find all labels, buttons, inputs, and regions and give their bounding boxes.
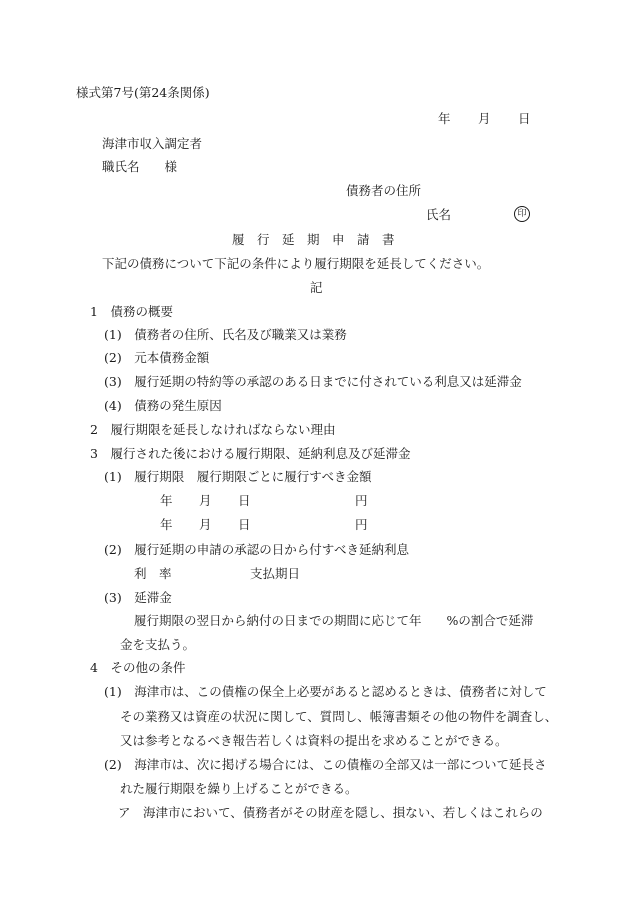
section4-paragraph1: 又は参考となるべき報告若しくは資料の提出を求めることができる。 [120, 733, 508, 748]
section2-heading: 2 履行期限を延長しなければならない理由 [90, 422, 336, 437]
addressee-title: 職氏名 様 [102, 159, 178, 174]
section1-heading: 1 債務の概要 [90, 304, 173, 319]
section3-item3-text: 金を支払う。 [120, 637, 196, 652]
section4-paragraph1: (1) 海津市は、この債権の保全上必要があると認めるときは、債務者に対して [104, 684, 547, 699]
section4-heading: 4 その他の条件 [90, 660, 186, 675]
amount-yen: 円 [355, 493, 368, 508]
applicant-address-label: 債務者の住所 [346, 183, 422, 198]
document-title: 履 行 延 期 申 請 書 [232, 232, 395, 247]
section1-item: (2) 元本債務金額 [104, 350, 210, 365]
seal-mark: 印 [514, 206, 530, 222]
section4-paragraph2: (2) 海津市は、次に掲げる場合には、この債権の全部又は一部について延長さ [104, 757, 547, 772]
due-date-day: 日 [238, 517, 251, 532]
due-date-year: 年 [160, 493, 173, 508]
amount-yen: 円 [355, 517, 368, 532]
section1-item: (1) 債務者の住所、氏名及び職業又は業務 [104, 327, 347, 342]
section3-heading: 3 履行された後における履行期限、延納利息及び延滞金 [90, 446, 411, 461]
section3-item3-text: 履行期限の翌日から納付の日までの期間に応じて年 %の割合で延滞 [134, 613, 534, 628]
section4-subitem-a: ア 海津市において、債務者がその財産を隠し、損ない、若しくはこれらの [118, 805, 543, 820]
date-month: 月 [478, 111, 491, 126]
payment-date-label: 支払期日 [250, 566, 301, 581]
applicant-name-label: 氏名 [426, 207, 452, 222]
due-date-day: 日 [238, 493, 251, 508]
date-day: 日 [518, 111, 531, 126]
due-date-month: 月 [199, 493, 212, 508]
due-date-month: 月 [199, 517, 212, 532]
section3-item2: (2) 履行延期の申請の承認の日から付すべき延納利息 [104, 542, 409, 557]
addressee-office: 海津市収入調定者 [102, 136, 203, 151]
section3-item3: (3) 延滞金 [104, 590, 172, 605]
date-year: 年 [438, 111, 451, 126]
interest-rate-label: 利 率 [134, 566, 172, 581]
section3-item1: (1) 履行期限 履行期限ごとに履行すべき金額 [104, 469, 372, 484]
section1-item: (3) 履行延期の特約等の承認のある日までに付されている利息又は延滞金 [104, 374, 522, 389]
form-label: 様式第7号(第24条関係) [76, 85, 210, 100]
section4-paragraph2: れた履行期限を繰り上げることができる。 [120, 781, 358, 796]
section1-item: (4) 債務の発生原因 [104, 398, 222, 413]
section4-paragraph1: その業務又は資産の状況に関して、質問し、帳簿書類その他の物件を調査し、 [120, 709, 558, 724]
ki-heading: 記 [310, 280, 323, 295]
due-date-year: 年 [160, 517, 173, 532]
intro-text: 下記の債務について下記の条件により履行期限を延長してください。 [102, 256, 490, 271]
